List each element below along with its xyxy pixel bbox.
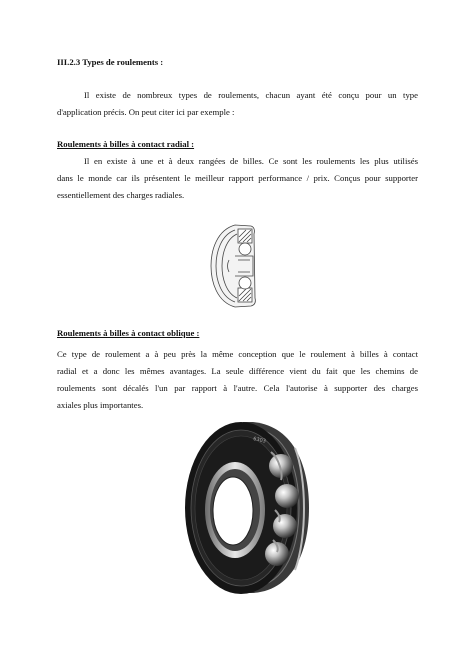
svg-text:6303: 6303 (252, 436, 267, 445)
section1-title: Roulements à billes à contact radial : (57, 139, 195, 149)
section1-line-1: Il en existe à une et à deux rangées de billes. Ce sont les roulements les plus utilisés (84, 156, 418, 166)
intro-line-1: Il existe de nombreux types de roulements, chacun ayant été conçu pour un type (84, 90, 418, 100)
section1-line-2: dans le monde car ils présentent le meilleur rapport performance / prix. Conçus pour supporter (57, 173, 418, 183)
intro-line-2: d'application précis. On peut citer ici par exemple : (57, 107, 235, 117)
section1-line-3: essentiellement des charges radiales. (57, 190, 185, 200)
section2-line-2: radial et a donc les mêmes avantages. La seule différence vient du fait que les chemins de (57, 366, 418, 376)
section2-line-3: roulements sont décalés l'un par rapport à l'autre. Cela l'autorise à supporter des charges (57, 383, 418, 393)
section2-line-1: Ce type de roulement a à peu près la même conception que le roulement à billes à contact (57, 349, 418, 359)
section2-title: Roulements à billes à contact oblique : (57, 328, 200, 338)
section-heading: III.2.3 Types de roulements : (57, 57, 164, 67)
section2-line-4: axiales plus importantes. (57, 400, 144, 410)
oblique-bearing-photo (183, 418, 313, 596)
radial-bearing-drawing (205, 222, 260, 310)
